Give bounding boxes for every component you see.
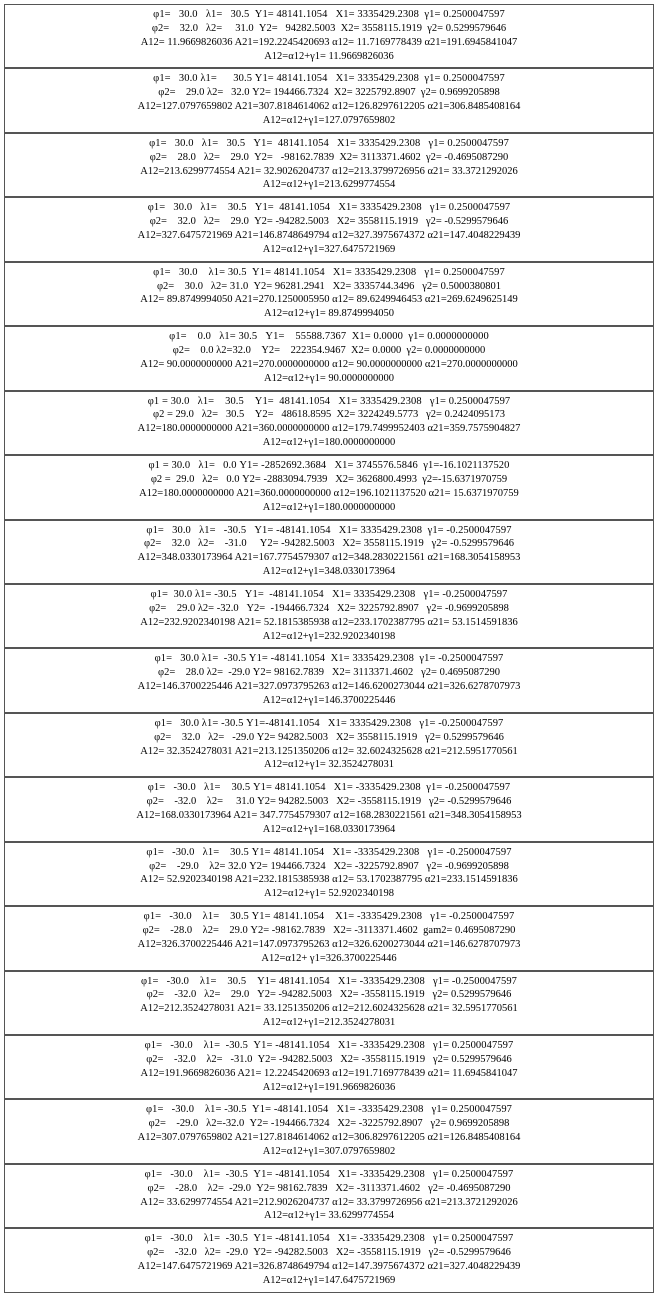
block-cell: [5, 907, 654, 970]
computation-line: φ2= -29.0 λ2= 32.0 Y2= 194466.7324 X2= -3225792.8907 γ2= -0.9699205898: [149, 860, 509, 872]
block-cell: [5, 69, 654, 132]
computation-line: A12=α12+γ1=327.6475721969: [262, 243, 396, 255]
block-cell: [5, 713, 654, 776]
block-cell: [5, 456, 654, 519]
computation-block: [4, 391, 654, 455]
computation-block: [4, 842, 654, 906]
block-cell: [5, 327, 654, 390]
block-cell: [5, 1164, 654, 1227]
computation-line: φ1 = 30.0 λ1= 30.5 Y1= 48141.1054 X1= 3335429.2308 γ1= 0.2500047597: [147, 395, 511, 407]
computation-line: φ2= 32.0 λ2= 31.0 Y2= 94282.5003 X2= 3558115.1919 γ2= 0.5299579646: [151, 22, 507, 34]
block-cell: [5, 971, 654, 1034]
block-row: [5, 1229, 654, 1292]
computation-line: φ2= -32.0 λ2= -31.0 Y2= -94282.5003 X2= -3558115.1919 γ2= 0.5299579646: [146, 1053, 512, 1065]
computation-block: [4, 584, 654, 648]
computation-block: [4, 455, 654, 519]
computation-line: A12=326.3700225446 A21=147.0973795263 α12=326.6200273044 α21=146.6278707973: [137, 938, 521, 950]
computation-block: [4, 777, 654, 841]
computation-line: A12=213.6299774554 A21= 32.9026204737 α12=213.3799726956 α21= 33.3721292026: [140, 165, 518, 177]
computation-block: [4, 68, 654, 132]
computation-line: φ2= 29.0 λ2= -32.0 Y2= -194466.7324 X2= 3225792.8907 γ2= -0.9699205898: [149, 602, 509, 614]
block-row: [5, 520, 654, 583]
computation-line: A12=180.0000000000 A21=360.0000000000 α12=196.1021137520 α21= 15.6371970759: [139, 487, 519, 499]
computation-line: A12=α12+γ1=168.0330173964: [262, 823, 396, 835]
computation-line: φ1= -30.0 λ1= -30.5 Y1= -48141.1054 X1= -3335429.2308 γ1= 0.2500047597: [144, 1168, 514, 1180]
block-row: [5, 198, 654, 261]
computation-line: A12=α12+γ1=307.0797659802: [262, 1146, 396, 1158]
block-row: [5, 842, 654, 905]
block-cell: [5, 1100, 654, 1163]
block-cell: [5, 842, 654, 905]
computation-line: φ1= 30.0 λ1= 30.5 Y1= 48141.1054 X1= 3335429.2308 γ1= 0.2500047597: [153, 73, 505, 85]
computation-line: A12=α12+γ1= 52.9202340198: [264, 888, 394, 900]
computation-line: A12=348.0330173964 A21=167.7754579307 α12=348.2830221561 α21=168.3054158953: [137, 552, 521, 564]
computation-line: A12= 89.8749994050 A21=270.1250005950 α12= 89.6249946453 α21=269.6249625149: [140, 294, 518, 306]
computation-line: A12=α12+γ1=213.6299774554: [262, 179, 396, 191]
block-row: [5, 262, 654, 325]
computation-line: A12=180.0000000000 A21=360.0000000000 α12=179.7499952403 α21=359.7575904827: [137, 423, 521, 435]
computation-line: φ1= 30.0 λ1= -30.5 Y1= -48141.1054 X1= 3335429.2308 γ1= -0.2500047597: [150, 588, 508, 600]
computation-line: A12=α12+γ1= 89.8749994050: [264, 308, 394, 320]
block-cell: [5, 584, 654, 647]
computation-line: φ2= 0.0 λ2=32.0 Y2= 222354.9467 X2= 0.0000 γ2= 0.0000000000: [172, 345, 486, 357]
computation-line: A12=α12+γ1=348.0330173964: [262, 566, 396, 578]
block-cell: [5, 133, 654, 196]
computation-line: φ2= 30.0 λ2= 31.0 Y2= 96281.2941 X2= 3335744.3496 γ2= 0.5000380801: [156, 280, 502, 292]
computation-line: φ2= 32.0 λ2= -29.0 Y2= 94282.5003 X2= 3558115.1919 γ2= 0.5299579646: [154, 731, 504, 743]
computation-block: [4, 648, 654, 712]
block-row: [5, 1164, 654, 1227]
computation-block: [4, 133, 654, 197]
computation-line: A12= 33.6299774554 A21=212.9026204737 α12= 33.3799726956 α21=213.3721292026: [140, 1196, 518, 1208]
block-row: [5, 907, 654, 970]
computation-block: [4, 1035, 654, 1099]
computation-line: A12=307.0797659802 A21=127.8184614062 α12=306.8297612205 α21=126.8485408164: [137, 1132, 521, 1144]
computation-line: φ2= 28.0 λ2= 29.0 Y2= -98162.7839 X2= 3113371.4602 γ2= -0.4695087290: [149, 151, 509, 163]
computation-line: φ2= -32.0 λ2= -29.0 Y2= -94282.5003 X2= -3558115.1919 γ2= -0.5299579646: [147, 1247, 511, 1259]
computation-line: A12= 11.9669826036 A21=192.2245420693 α12= 11.7169778439 α21=191.6945841047: [140, 36, 518, 48]
computation-line: A12=α12+γ1= 11.9669826036: [264, 50, 394, 62]
block-row: [5, 391, 654, 454]
computation-block: [4, 713, 654, 777]
computation-block: [4, 906, 654, 970]
computation-line: A12=191.9669826036 A21= 12.2245420693 α12=191.7169778439 α21= 11.6945841047: [140, 1067, 518, 1079]
block-row: [5, 327, 654, 390]
computation-line: A12= 32.3524278031 A21=213.1251350206 α12= 32.6024325628 α21=212.5951770561: [140, 745, 518, 757]
computation-line: φ1= 30.0 λ1= 30.5 Y1= 48141.1054 X1= 3335429.2308 γ1= 0.2500047597: [153, 9, 505, 20]
computation-block: [4, 1228, 654, 1292]
block-row: [5, 1036, 654, 1099]
block-row: [5, 5, 654, 68]
block-row: [5, 649, 654, 712]
block-row: [5, 778, 654, 841]
block-cell: [5, 778, 654, 841]
computation-line: A12=α12+γ1= 90.0000000000: [264, 372, 394, 384]
block-cell: [5, 198, 654, 261]
computation-line: φ1= 30.0 λ1= -30.5 Y1= -48141.1054 X1= 3335429.2308 γ1= -0.2500047597: [146, 524, 512, 536]
computation-block: [4, 197, 654, 261]
block-cell: [5, 391, 654, 454]
block-row: [5, 1100, 654, 1163]
block-row: [5, 456, 654, 519]
computation-block: [4, 971, 654, 1035]
computation-line: A12=168.0330173964 A21= 347.7754579307 α12=168.2830221561 α21=348.3054158953: [136, 809, 522, 821]
computation-line: φ1= 30.0 λ1= 30.5 Y1= 48141.1054 X1= 3335429.2308 γ1= 0.2500047597: [149, 137, 509, 149]
computation-line: φ2= 29.0 λ2= 32.0 Y2= 194466.7324 X2= 3225792.8907 γ2= 0.9699205898: [158, 87, 500, 99]
computation-line: A12=147.6475721969 A21=326.8748649794 α12=147.3975674372 α21=327.4048229439: [137, 1261, 521, 1273]
computation-line: φ2= -29.0 λ2=-32.0 Y2= -194466.7324 X2= -3225792.8907 γ2= 0.9699205898: [148, 1118, 510, 1130]
computation-line: A12=327.6475721969 A21=146.8748649794 α12=327.3975674372 α21=147.4048229439: [137, 230, 521, 242]
block-cell: [5, 262, 654, 325]
computation-line: φ2= -28.0 λ2= -29.0 Y2= 98162.7839 X2= -3113371.4602 γ2= -0.4695087290: [147, 1182, 511, 1194]
computation-line: φ1= -30.0 λ1= -30.5 Y1= -48141.1054 X1= -3335429.2308 γ1= 0.2500047597: [144, 1040, 514, 1051]
computation-line: φ2= -32.0 λ2= 31.0 Y2= 94282.5003 X2= -3558115.1919 γ2= -0.5299579646: [146, 796, 512, 808]
computation-line: φ2= -28.0 λ2= 29.0 Y2= -98162.7839 X2= -3113371.4602 gam2= 0.4695087290: [142, 924, 516, 936]
computation-block: [4, 520, 654, 584]
block-cell: [5, 520, 654, 583]
block-cell: [5, 1036, 654, 1099]
block-row: [5, 69, 654, 132]
computation-line: φ2 = 29.0 λ2= 0.0 Y2= -2883094.7939 X2= 3626800.4993 γ2=-15.6371970759: [150, 473, 508, 485]
computation-line: A12=146.3700225446 A21=327.0973795263 α12=146.6200273044 α21=326.6278707973: [137, 681, 521, 693]
computation-line: A12=α12+γ1= 33.6299774554: [264, 1210, 394, 1222]
block-cell: [5, 5, 654, 68]
computation-line: φ1= 30.0 λ1= -30.5 Y1= -48141.1054 X1= 3335429.2308 γ1= -0.2500047597: [154, 653, 504, 665]
computation-line: A12=127.0797659802 A21=307.8184614062 α12=126.8297612205 α21=306.8485408164: [137, 101, 521, 113]
computation-line: φ1= 30.0 λ1= 30.5 Y1= 48141.1054 X1= 3335429.2308 γ1= 0.2500047597: [147, 202, 511, 214]
computation-line: A12=α12+γ1=191.9669826036: [262, 1081, 396, 1093]
computation-line: A12=α12+γ1=212.3524278031: [262, 1017, 396, 1029]
computation-line: φ1 = 30.0 λ1= 0.0 Y1= -2852692.3684 X1= 3745576.5846 γ1=-16.1021137520: [148, 460, 510, 472]
computation-line: A12=212.3524278031 A21= 33.1251350206 α12=212.6024325628 α21= 32.5951770561: [140, 1003, 518, 1015]
computation-blocks-container: [4, 4, 654, 1293]
computation-line: φ1= -30.0 λ1= 30.5 Y1= 48141.1054 X1= -3335429.2308 γ1= -0.2500047597: [143, 911, 515, 923]
computation-line: φ2= 32.0 λ2= -31.0 Y2= -94282.5003 X2= 3558115.1919 γ2= -0.5299579646: [144, 538, 514, 550]
block-row: [5, 584, 654, 647]
computation-line: A12=α12+γ1=180.0000000000: [262, 437, 396, 449]
block-row: [5, 971, 654, 1034]
computation-block: [4, 4, 654, 68]
computation-line: φ2= -32.0 λ2= 29.0 Y2= -94282.5003 X2= -3558115.1919 γ2= 0.5299579646: [146, 989, 512, 1001]
computation-line: A12=α12+γ1= 32.3524278031: [264, 759, 394, 771]
computation-line: φ2= 32.0 λ2= 29.0 Y2= -94282.5003 X2= 3558115.1919 γ2= -0.5299579646: [149, 216, 509, 228]
block-row: [5, 713, 654, 776]
computation-line: A12=α12+γ1=146.3700225446: [262, 694, 396, 706]
computation-line: φ1= -30.0 λ1= -30.5 Y1= -48141.1054 X1= -3335429.2308 γ1= 0.2500047597: [144, 1233, 514, 1245]
block-row: [5, 133, 654, 196]
computation-line: A12=α12+γ1=127.0797659802: [262, 115, 396, 127]
computation-line: A12= 90.0000000000 A21=270.0000000000 α12= 90.0000000000 α21=270.0000000000: [140, 358, 518, 370]
computation-line: A12=α12+ γ1=326.3700225446: [261, 952, 397, 964]
computation-block: [4, 1099, 654, 1163]
computation-line: φ1= -30.0 λ1= 30.5 Y1= 48141.1054 X1= -3335429.2308 γ1= -0.2500047597: [140, 975, 518, 987]
block-cell: [5, 649, 654, 712]
computation-line: φ1= 30.0 λ1= 30.5 Y1= 48141.1054 X1= 3335429.2308 γ1= 0.2500047597: [153, 266, 505, 278]
computation-line: A12=α12+γ1=232.9202340198: [262, 630, 396, 642]
computation-block: [4, 1164, 654, 1228]
computation-line: φ1= -30.0 λ1= 30.5 Y1= 48141.1054 X1= -3335429.2308 γ1= -0.2500047597: [146, 846, 512, 858]
block-cell: [5, 1229, 654, 1292]
computation-line: A12= 52.9202340198 A21=232.1815385938 α12= 53.1702387795 α21=233.1514591836: [140, 874, 518, 886]
computation-line: φ2= 28.0 λ2= -29.0 Y2= 98162.7839 X2= 3113371.4602 γ2= 0.4695087290: [158, 667, 500, 679]
computation-line: φ2 = 29.0 λ2= 30.5 Y2= 48618.8595 X2= 3224249.5773 γ2= 0.2424095173: [153, 409, 505, 421]
computation-line: A12=α12+γ1=147.6475721969: [262, 1274, 396, 1286]
computation-line: A12=α12+γ1=180.0000000000: [262, 501, 396, 513]
computation-line: φ1= -30.0 λ1= -30.5 Y1= -48141.1054 X1= -3335429.2308 γ1= 0.2500047597: [145, 1104, 513, 1116]
computation-line: φ1= 0.0 λ1= 30.5 Y1= 55588.7367 X1= 0.0000 γ1= 0.0000000000: [169, 331, 489, 343]
computation-line: φ1= -30.0 λ1= 30.5 Y1= 48141.1054 X1= -3335429.2308 γ1= -0.2500047597: [147, 782, 511, 794]
computation-block: [4, 262, 654, 326]
computation-line: φ1= 30.0 λ1= -30.5 Y1=-48141.1054 X1= 3335429.2308 γ1= -0.2500047597: [154, 717, 504, 729]
computation-block: [4, 326, 654, 390]
computation-line: A12=232.9202340198 A21= 52.1815385938 α12=233.1702387795 α21= 53.1514591836: [140, 616, 518, 628]
